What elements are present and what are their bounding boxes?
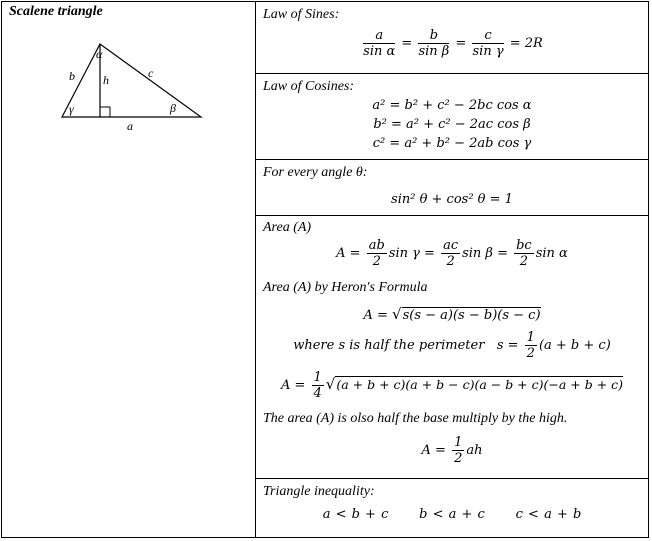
fraction-b-sin-beta — [418, 28, 449, 59]
numerator: c — [472, 28, 503, 44]
sqrt-icon: √ — [392, 305, 402, 323]
label-beta: β — [170, 101, 176, 115]
label-a: a — [127, 119, 133, 133]
denominator: 2 — [372, 254, 381, 269]
term-tail: sin β = — [462, 246, 508, 261]
cosine-line-3: c² = a² + b² − 2ab cos γ — [372, 136, 532, 151]
area-sine-formula — [256, 238, 648, 269]
fraction-ac-2 — [441, 238, 460, 269]
heron-formula — [256, 305, 648, 323]
area-header: Area (A) — [263, 220, 312, 235]
law-of-cosines-cell — [256, 74, 648, 160]
panel-title: Scalene triangle — [9, 4, 103, 19]
law-of-sines-cell — [256, 2, 648, 74]
formulas-panel — [256, 2, 648, 537]
label-h: h — [103, 73, 109, 87]
denominator: 2 — [519, 254, 529, 269]
s-tail: (a + b + c) — [538, 338, 611, 353]
half-lhs: A = — [421, 443, 446, 458]
law-of-sines-header: Law of Sines: — [263, 7, 340, 22]
heron2-lhs: A = — [280, 378, 306, 393]
fraction-1-2 — [452, 435, 464, 466]
scalene-triangle-diagram — [2, 2, 255, 162]
numerator: 1 — [526, 330, 535, 345]
area-lhs: A = — [336, 246, 361, 261]
pythagorean-identity-cell — [256, 160, 648, 216]
heron-expanded-formula — [256, 370, 648, 401]
label-b: b — [69, 69, 75, 83]
law-of-sines-formula: $\frac{a}{\text{sin α}}$ = $\frac{b}{\text{sin β}}$ = $\frac{c}{\text{sin γ}}$ = 2R — [363, 28, 543, 59]
law-of-cosines-header: Law of Cosines: — [263, 79, 355, 94]
inequality-3: c < a + b — [515, 507, 582, 522]
denominator: sin α — [363, 44, 396, 59]
s-lhs: s = — [496, 338, 519, 353]
inequality-formulas — [256, 507, 648, 522]
area-cell — [256, 216, 648, 479]
label-gamma: γ — [69, 102, 74, 116]
denominator: sin β — [418, 44, 450, 59]
right-angle-marker — [100, 107, 110, 117]
cosine-line-2: b² = a² + c² − 2ac cos β — [373, 117, 531, 132]
half-base-text: The area (A) is olso half the base multiply by the high. — [263, 411, 568, 426]
fraction-ab-2 — [367, 238, 387, 269]
identity-formula: sin² θ + cos² θ = 1 — [391, 192, 513, 207]
law-of-cosines-formulas — [256, 96, 648, 153]
sines-rhs: = 2R — [509, 36, 543, 51]
inequality-1: a < b + c — [322, 507, 389, 522]
numerator: ab — [368, 238, 385, 253]
heron2-radicand: (a + b + c)(a + b − c)(a − b + c)(−a + b + c) — [336, 377, 624, 392]
half-base-formula — [256, 435, 648, 466]
denominator: 2 — [454, 451, 463, 466]
denominator: 2 — [526, 346, 535, 361]
semiperimeter-line — [256, 330, 648, 361]
fraction-a-sin-alpha — [363, 28, 395, 59]
where-text: where s is half the perimeter — [293, 338, 485, 353]
denominator: sin γ — [472, 44, 504, 59]
numerator: a — [363, 28, 395, 44]
numerator: bc — [516, 238, 532, 253]
fraction-c-sin-gamma — [472, 28, 503, 59]
label-c: c — [148, 66, 154, 80]
heron-radicand: s(s − a)(s − b)(s − c) — [402, 308, 541, 323]
identity-header: For every angle θ: — [263, 165, 368, 180]
denominator: 2 — [446, 254, 455, 269]
numerator: b — [418, 28, 449, 44]
numerator: ac — [443, 238, 459, 253]
triangle-inequality-cell — [256, 479, 648, 537]
numerator: 1 — [313, 370, 322, 385]
fraction-1-4 — [312, 370, 324, 401]
inequality-2: b < a + c — [419, 507, 485, 522]
term-tail: sin γ = — [388, 246, 435, 261]
term-tail: sin α — [535, 246, 568, 261]
cosine-line-1: a² = b² + c² − 2bc cos α — [372, 98, 532, 113]
heron-header: Area (A) by Heron's Formula — [263, 280, 428, 295]
denominator: 4 — [313, 386, 322, 401]
numerator: 1 — [454, 435, 463, 450]
triangle-panel — [2, 2, 256, 537]
fraction-1-2 — [525, 330, 537, 361]
inequality-header: Triangle inequality: — [263, 484, 375, 499]
fraction-bc-2 — [514, 238, 534, 269]
half-tail: ah — [466, 443, 483, 458]
triangle-outline — [62, 44, 201, 117]
label-alpha: α — [96, 47, 103, 61]
formula-sheet — [1, 1, 649, 538]
heron-lhs: A = — [363, 308, 388, 323]
sqrt-icon: √ — [325, 375, 336, 393]
